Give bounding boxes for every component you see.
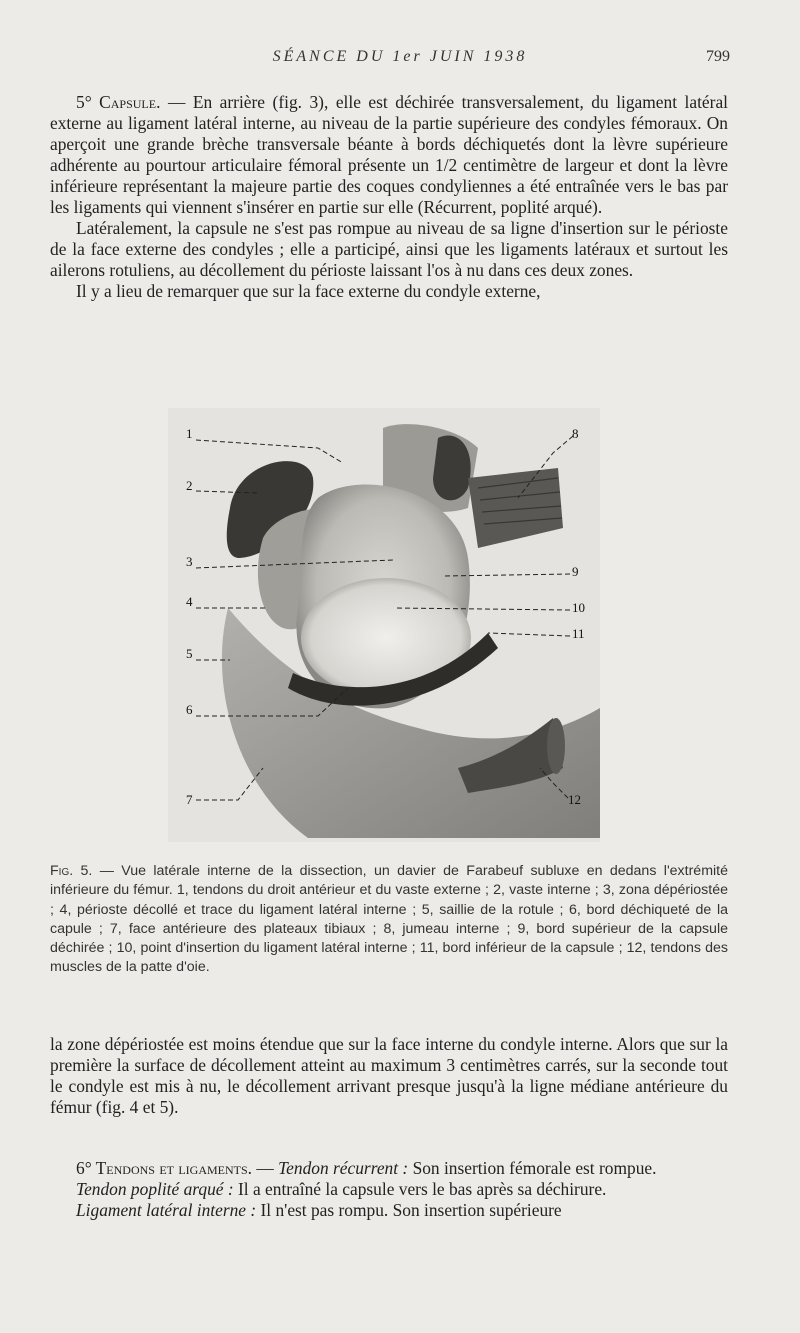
capsule-text-1: — En arrière (fig. 3), elle est déchirée transversalement, du ligament latéral externe au ligament latéral interne, au niveau de la partie supérieure des condyles fémoraux. On aperçoit une grande brèche transversale béante à bords déchiquetés dont la lèvre supérieure adhérente au pourtour articulaire fémoral présente un 1/2 centimètre de largeur et dont la lèvre inférieure représentant la majeure partie des coques condyliennes a été entraînée vers le bas par les ligaments qui viennent s'insérer en partie sur elle (Récurrent, poplité arqué). xyxy=(50,92,728,217)
tendon-recurrent-name: Tendon récurrent : xyxy=(278,1158,409,1178)
figure-label-9: 9 xyxy=(572,564,579,579)
figure-label-2: 2 xyxy=(186,478,193,493)
continuation-paragraph: la zone dépériostée est moins étendue que sur la face interne du condyle interne. Alors que sur la première la surface de décollement atteint au maximum 3 centimètres carrés, sur la seconde tout le condyle est mis à nu, le décollement arrivant presque jusqu'à la ligne médiane antérieure du fémur (fig. 4 et 5). xyxy=(50,1034,728,1117)
figure-label-10: 10 xyxy=(572,600,585,615)
figure-label-4: 4 xyxy=(186,594,193,609)
figure-label-12: 12 xyxy=(568,792,581,807)
tendons-heading: 6° Tendons et ligaments. xyxy=(76,1158,253,1178)
ligament-internal-name: Ligament latéral interne : xyxy=(76,1200,257,1220)
running-head xyxy=(0,48,800,72)
section-capsule xyxy=(50,92,728,302)
running-title: SÉANCE DU 1er JUIN 1938 xyxy=(272,48,528,65)
figure-label-1: 1 xyxy=(186,426,193,441)
tendons-sep: — xyxy=(252,1158,279,1178)
figure-label-6: 6 xyxy=(186,702,193,717)
figure-label-3: 3 xyxy=(186,554,193,569)
capsule-heading: 5° Capsule. xyxy=(76,92,161,112)
figure-label-11: 11 xyxy=(572,626,585,641)
tendons-paragraph-1 xyxy=(50,1158,728,1179)
page-number: 799 xyxy=(706,48,730,65)
tendons-paragraph-3 xyxy=(50,1200,728,1221)
capsule-paragraph-1 xyxy=(50,92,728,218)
tendons-paragraph-2 xyxy=(50,1179,728,1200)
figure-label-8: 8 xyxy=(572,426,579,441)
caption-text: — Vue latérale interne de la dissection, un davier de Farabeuf subluxe en dedans l'extrémité inférieure du fémur. 1, tendons du droit antérieur et du vaste externe ; 2, vaste interne ; 3, zona dépériostée ; 4, périoste décollé et trace du ligament latéral interne ; 5, saillie de la rotule ; 6, bord déchiqueté de la capule ; 7, face antérieure des plateaux tibiaux ; 8, jumeau interne ; 9, bord supérieur de la capsule déchirée ; 10, point d'insertion du ligament latéral interne ; 11, bord inférieur de la capsule ; 12, tendons des muscles de la patte d'oie. xyxy=(50,863,728,976)
tendon-end xyxy=(547,718,565,774)
tendon-popliteal-text: Il a entraîné la capsule vers le bas après sa déchirure. xyxy=(233,1179,607,1199)
anatomical-figure xyxy=(168,408,600,842)
figure-caption xyxy=(50,862,728,978)
capsule-paragraph-3: Il y a lieu de remarquer que sur la face externe du condyle externe, xyxy=(76,281,541,301)
figure-illustration xyxy=(168,408,600,842)
section-tendons xyxy=(50,1158,728,1221)
figure-label-5: 5 xyxy=(186,646,193,661)
ligament-internal-text: Il n'est pas rompu. Son insertion supérieure xyxy=(256,1200,562,1220)
figure-label-7: 7 xyxy=(186,792,193,807)
tendon-popliteal-name: Tendon poplité arqué : xyxy=(76,1179,234,1199)
tendon-recurrent-text: Son insertion fémorale est rompue. xyxy=(408,1158,657,1178)
caption-label: Fig. 5. xyxy=(50,863,93,879)
continuation-section xyxy=(50,1034,728,1118)
capsule-paragraph-2: Latéralement, la capsule ne s'est pas rompue au niveau de sa ligne d'insertion sur le périoste de la face externe des condyles ; elle a participé, ainsi que les ligaments latéraux et surtout les ailerons rotuliens, au décollement du périoste laissant l'os à nu dans ces deux zones. xyxy=(50,218,728,280)
